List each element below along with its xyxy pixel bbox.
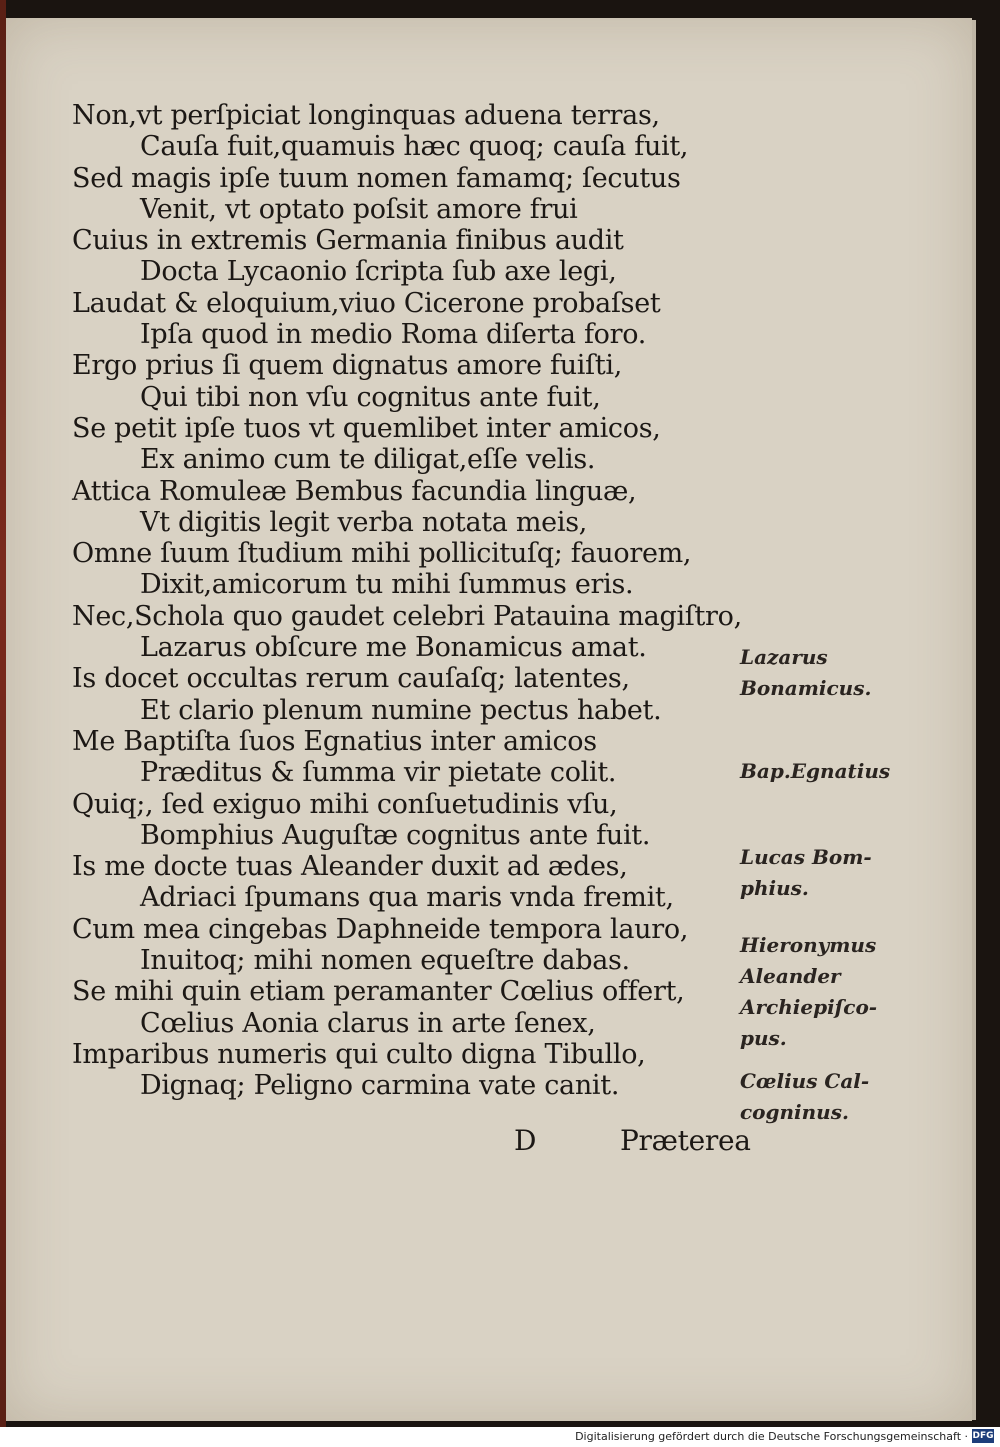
- marginal-note-aleander: [740, 930, 877, 1054]
- verse-line: Bomphius Auguſtæ cognitus ante fuit.: [140, 819, 651, 851]
- marginal-note-line: Lucas Bom-: [740, 845, 872, 869]
- verse-line: Inuitoq; mihi nomen equeſtre dabas.: [140, 945, 630, 977]
- marginal-note-egnatius: [740, 756, 890, 787]
- verse-line: Ergo prius ſi quem dignatus amore fuiſti,: [72, 350, 623, 382]
- marginal-note-line: pus.: [740, 1026, 787, 1050]
- verse-line: Attica Romuleæ Bembus facundia linguæ,: [72, 475, 637, 507]
- verse-line: Qui tibi non vſu cognitus ante fuit,: [140, 381, 601, 413]
- marginal-note-coelius: [740, 1066, 869, 1128]
- verse-line: Lazarus obſcure me Bonamicus amat.: [140, 632, 647, 664]
- marginal-note-line: Bonamicus.: [740, 676, 872, 700]
- catchword: Præterea: [620, 1124, 751, 1157]
- marginal-note-line: Cœlius Cal-: [740, 1069, 870, 1093]
- page-edge: [972, 20, 976, 1420]
- marginal-note-line: Aleander: [740, 964, 841, 988]
- verse-line: Nec,Schola quo gaudet celebri Patauina magiſtro,: [72, 600, 742, 632]
- poem-text: [72, 100, 752, 1102]
- verse-line: Cœlius Aonia clarus in arte ſenex,: [140, 1007, 596, 1039]
- verse-line: Ex animo cum te diligat,eſſe velis.: [140, 444, 596, 476]
- verse-line: Cauſa fuit,quamuis hæc quoq; cauſa fuit,: [140, 131, 689, 163]
- verse-line: Dignaq; Peligno carmina vate canit.: [140, 1070, 620, 1102]
- verse-line: Vt digitis legit verba notata meis,: [140, 506, 588, 538]
- verse-line: Cuius in extremis Germania finibus audit: [72, 225, 624, 257]
- verse-line: Sed magis ipſe tuum nomen famamq; ſecutus: [72, 162, 681, 194]
- verse-line: Is me docte tuas Aleander duxit ad ædes,: [72, 851, 628, 883]
- verse-line: Præditus & ſumma vir pietate colit.: [140, 757, 617, 789]
- marginal-note-line: Hieronymus: [740, 933, 877, 957]
- verse-line: Omne ſuum ſtudium mihi pollicituſq; fauorem,: [72, 538, 692, 570]
- marginal-note-line: cogninus.: [740, 1100, 849, 1124]
- verse-line: Se mihi quin etiam peramanter Cœlius offert,: [72, 976, 685, 1008]
- verse-line: Venit, vt optato poſsit amore frui: [140, 193, 578, 225]
- verse-line: Imparibus numeris qui culto digna Tibullo,: [72, 1038, 646, 1070]
- verse-line: Docta Lycaonio ſcripta ſub axe legi,: [140, 256, 617, 288]
- verse-line: Me Baptiſta ſuos Egnatius inter amicos: [72, 725, 597, 757]
- dfg-logo: DFG: [972, 1431, 994, 1441]
- verse-line: Se petit ipſe tuos vt quemlibet inter amicos,: [72, 412, 661, 444]
- verse-line: Adriaci ſpumans qua maris vnda fremit,: [140, 882, 674, 914]
- verse-line: Cum mea cingebas Daphneide tempora lauro,: [72, 913, 689, 945]
- verse-line: Dixit,amicorum tu mihi ſummus eris.: [140, 569, 634, 601]
- verse-line: Quiq;, ſed exiguo mihi conſuetudinis vſu,: [72, 788, 618, 820]
- verse-line: Non,vt perſpiciat longinquas aduena terras,: [72, 100, 660, 131]
- verse-line: Laudat & eloquium,viuo Cicerone probaſset: [72, 287, 661, 319]
- verse-line: Et clario plenum numine pectus habet.: [140, 694, 662, 726]
- marginal-note-line: Archiepiſco-: [740, 995, 878, 1019]
- marginal-note-line: Bap.Egnatius: [740, 759, 891, 783]
- marginal-note-bomphius: [740, 842, 872, 904]
- verse-line: Is docet occultas rerum cauſaſq; latentes,: [72, 663, 630, 695]
- signature-mark: D: [514, 1124, 537, 1157]
- footer-credit: Digitalisierung gefördert durch die Deutsche Forschungsgemeinschaft ·: [575, 1430, 968, 1443]
- marginal-note-line: phius.: [740, 876, 809, 900]
- marginal-note-line: Lazarus: [740, 645, 828, 669]
- verse-line: Ipſa quod in medio Roma diſerta foro.: [140, 319, 646, 351]
- marginal-note-lazarus: [740, 642, 871, 704]
